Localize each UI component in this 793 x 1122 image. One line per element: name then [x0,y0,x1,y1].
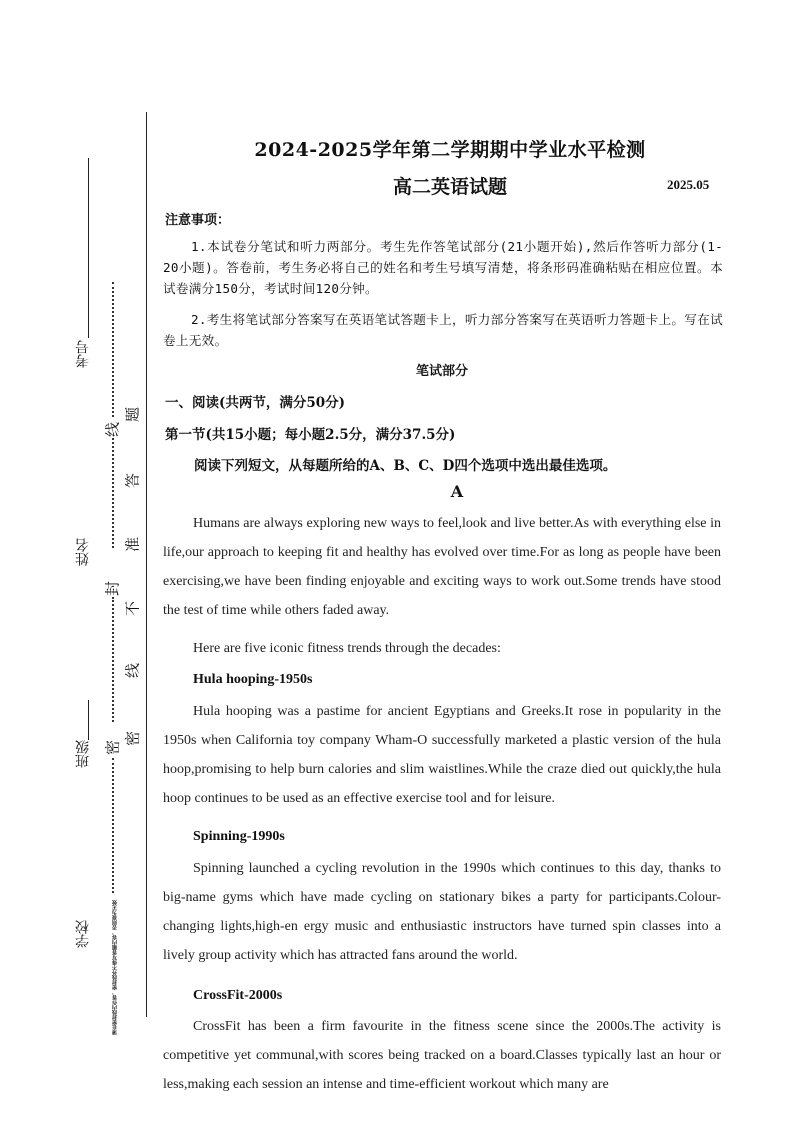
exam-subtitle: 高二英语试题 [392,176,507,198]
margin-tiny-note: 请在密封线内作答，密封线外不得写答题内容，否则视为无效 [112,900,118,1035]
passage-paragraph-crossfit: CrossFit has been a firm favourite in the fitness scene since the 2000s.The activity is competitive yet communal,with scores being tracked on a board.Classes typically last an hour or less,making each session an intense and time-efficient workout which many are [163,1019,721,1092]
exam-title: 2024-2025学年第二学期期中学业水平检测 [254,139,646,161]
seal-dotted-line-low [112,597,114,722]
seal-char-zhun: 准 [123,537,142,553]
part-one-section-heading: 第一节(共15小题；每小题2.5分，满分37.5分) [165,427,456,443]
passage-paragraph-hula: Hula hooping was a pastime for ancient Egyptians and Greeks.It rose in popularity in the 1950s when California toy company Wham-O successfully marketed a plastic version of the hula hoop,promising to help burn calories and slim waistlines.While the craze died out quickly,the hula hoop continues to be used as an effective exercise tool and for leisure. [163,704,721,806]
seal-outer-mi: 密 [103,740,122,756]
notice-title: 注意事项： [165,213,231,228]
class-field[interactable] [88,700,89,740]
seal-dotted-line-bottom [112,758,114,893]
seal-outer-feng: 封 [103,581,122,597]
trend-heading-spinning: Spinning-1990s [193,829,285,844]
seal-char-da: 答 [123,473,142,489]
section-title: 笔试部分 [415,364,468,379]
passage-paragraph-2: Here are five iconic fitness trends through the decades: [193,641,501,656]
trend-heading-hula: Hula hooping-1950s [193,672,313,687]
seal-char-ti: 题 [123,407,142,423]
seal-char-xian: 线 [123,663,142,679]
part-one-heading: 一、阅读(共两节，满分50分) [165,395,346,411]
exam-no-label: 考号 [75,340,91,368]
seal-char-bu: 不 [123,601,142,617]
passage-label: A [450,482,464,501]
seal-dotted-line-top [112,282,114,417]
reading-instruction: 阅读下列短文，从每题所给的A、B、C、D四个选项中选出最佳选项。 [194,458,617,474]
notice-item-2: 2.考生将笔试部分答案写在英语笔试答题卡上，听力部分答案写在英语听力答题卡上。写在试卷上无效。 [163,312,723,348]
trend-heading-crossfit: CrossFit-2000s [193,988,283,1003]
seal-outer-xian: 线 [103,422,122,438]
school-label: 学校 [75,920,91,948]
notice-item-1: 1.本试卷分笔试和听力两部分。考生先作答笔试部分(21小题开始),然后作答听力部分(1-20小题)。答卷前，考生务必将自己的姓名和考生号填写清楚，将条形码准确粘贴在相应位置。本试卷满分150分，考试时间120分钟。 [163,239,723,296]
passage-paragraph-spinning: Spinning launched a cycling revolution in the 1990s which continues to this day, thanks to big-name gyms which have made cycling on stationary bikes a party for participants.Colour-changing lights,high-en ergy music and enthusiastic instructors have turned spin classes into a lively group activity which has attracted fans around the world. [163,861,721,963]
seal-char-mi: 密 [123,731,142,747]
name-label: 姓名 [75,538,91,566]
binding-line [146,112,147,1017]
class-label: 班级 [75,740,91,768]
exam-date: 2025.05 [667,177,710,192]
passage-paragraph-1: Humans are always exploring new ways to feel,look and live better.As with everything else in life,our approach to keeping fit and healthy has evolved over time.For as long as people have been exercising,we have been finding enjoyable and exciting ways to work out.Some trends have stood the test of time while others faded away. [163,516,721,618]
